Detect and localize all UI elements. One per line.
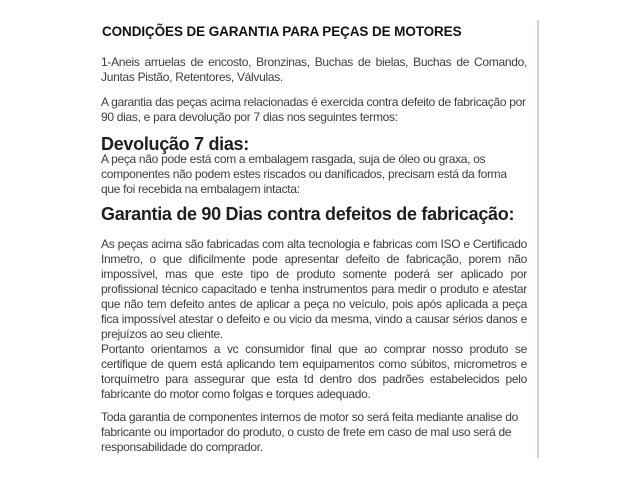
page-right-border-rule	[537, 20, 539, 458]
warranty-body-paragraph-1: As peças acima são fabricadas com alta tecnologia e fabricas com ISO e Certificado Inmetro, o que dificilmente pode apresentar defeito de fabricação, porem não impossível, mas que este tipo de produto somente poderá ser aplicado por profissional técnico capacitado e tenha instrumentos para medir o produto e atestar que não tem defeito antes de aplicar a peça no veículo, pois após aplicada a peça fica impossível atestar o defeito e ou vicio da mesma, vindo a causar sérios danos e prejuízos ao seu cliente.	[101, 237, 527, 341]
freight-responsibility-paragraph: Toda garantia de componentes internos de motor so será feita mediante analise do fabricante ou importador do produto, o custo de frete em caso de mal uso será de responsabilidade do comprador.	[101, 410, 518, 454]
document-body	[101, 24, 527, 455]
return-policy-heading: Devolução 7 dias:	[101, 134, 249, 154]
warranty-summary-paragraph: A garantia das peças acima relacionadas é exercida contra defeito de fabricação por 90 dias, e para devolução por 7 dias nos seguintes termos:	[101, 95, 526, 124]
return-terms-paragraph: A peça não pode está com a embalagem rasgada, suja de óleo ou graxa, os componentes não podem estes riscados ou danificados, precisam está da forma que foi recebida na embalagem intacta:	[101, 152, 507, 196]
warranty-body-paragraph-2: Portanto orientamos a vc consumidor final que ao comprar nosso produto se certifique de quem está aplicando tem equipamentos como súbitos, micrometros e torquímetro para assegurar que esta td dentro dos padrões estabelecidos pelo fabricante do motor como folgas e torques adequado.	[101, 342, 527, 401]
page-title: CONDIÇÕES DE GARANTIA PARA PEÇAS DE MOTORES	[102, 24, 462, 39]
parts-list-paragraph: 1-Aneis arruelas de encosto, Bronzinas, Buchas de bielas, Buchas de Comando, Juntas Pistão, Retentores, Válvulas.	[101, 55, 527, 84]
warranty-policy-heading: Garantia de 90 Dias contra defeitos de fabricação:	[101, 204, 515, 224]
